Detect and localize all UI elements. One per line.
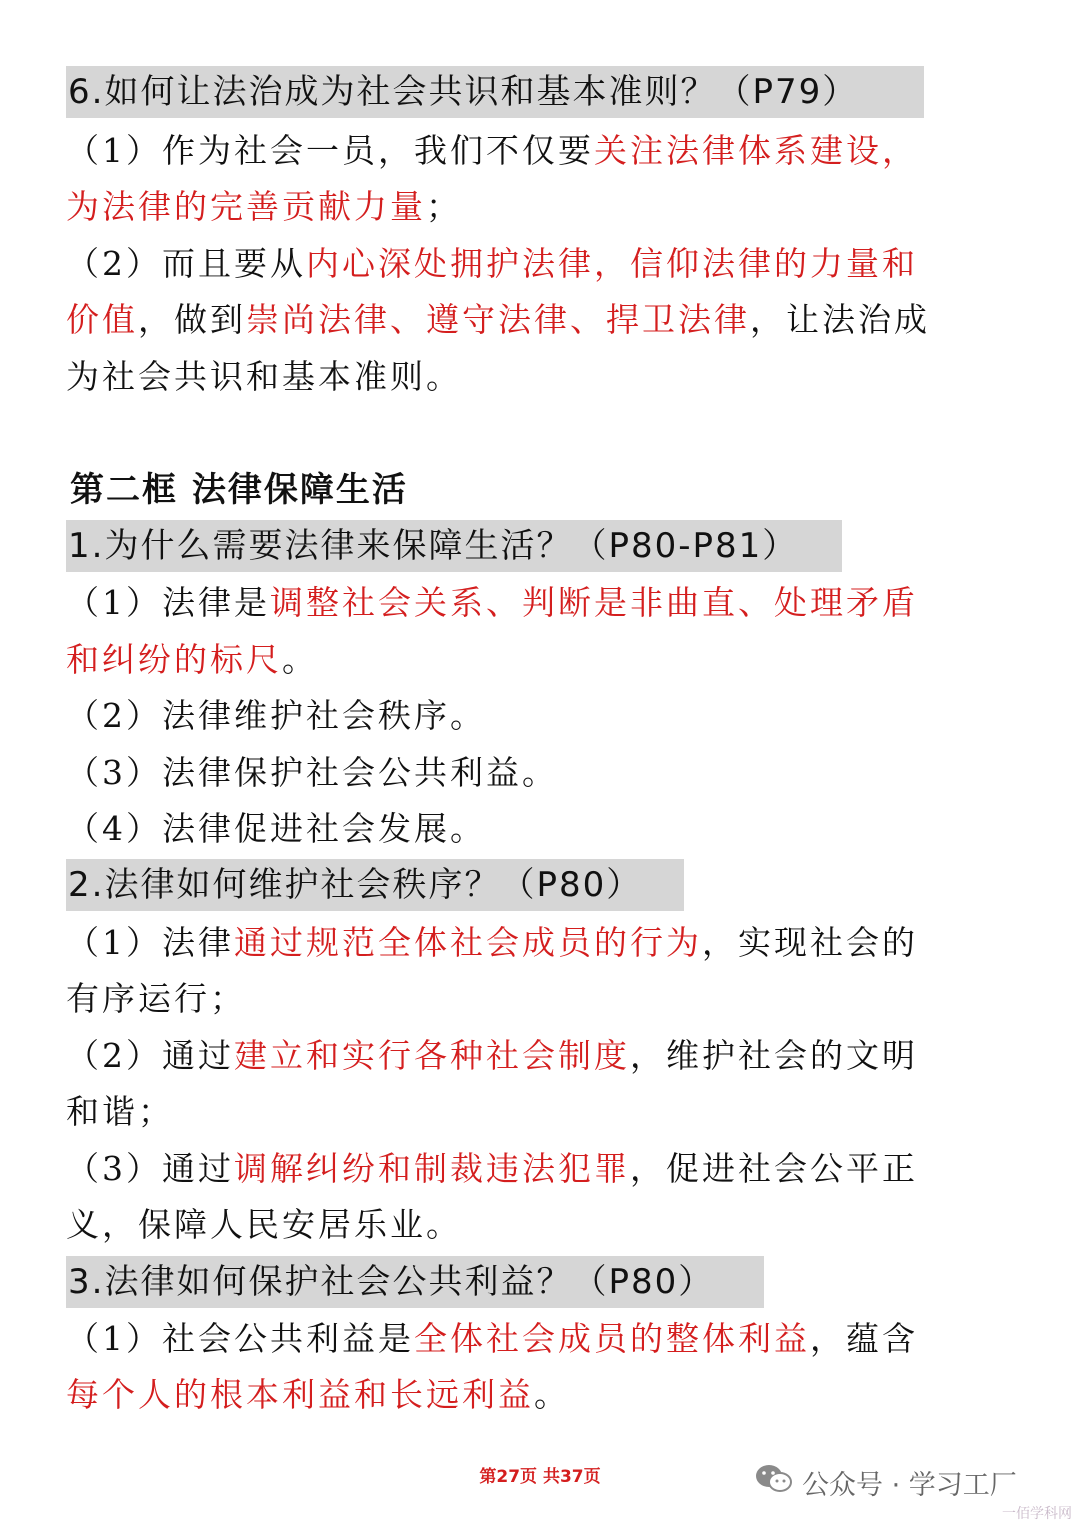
section-title: 第二框 法律保障生活 bbox=[70, 470, 408, 510]
q3-answer-1-line-1: （1）社会公共利益是全体社会成员的整体利益，蕴含 bbox=[66, 1319, 918, 1358]
q2-answer-2-line-1: （2）通过建立和实行各种社会制度，维护社会的文明 bbox=[66, 1036, 918, 1075]
site-watermark: 一佰学科网 bbox=[1002, 1506, 1072, 1522]
q1-answer-1-line-1: （1）法律是调整社会关系、判断是非曲直、处理矛盾 bbox=[66, 583, 918, 622]
q6-answer-2-line-1: （2）而且要从内心深处拥护法律，信仰法律的力量和 bbox=[66, 244, 918, 283]
q2-answer-3-line-1: （3）通过调解纠纷和制裁违法犯罪，促进社会公平正 bbox=[66, 1149, 918, 1188]
q1-answer-4: （4）法律促进社会发展。 bbox=[66, 809, 486, 848]
wechat-icon bbox=[754, 1463, 802, 1502]
q3-answer-1-line-2: 每个人的根本利益和长远利益。 bbox=[66, 1375, 570, 1414]
q6-answer-1-line-1: （1）作为社会一员，我们不仅要关注法律体系建设， bbox=[66, 131, 918, 170]
watermark bbox=[754, 1462, 1017, 1502]
q1-answer-1-line-2: 和纠纷的标尺。 bbox=[66, 640, 318, 679]
q2-answer-3-line-2: 义，保障人民安居乐业。 bbox=[66, 1205, 462, 1244]
question-1-heading: 1.为什么需要法律来保障生活？（P80-P81） bbox=[66, 520, 842, 572]
q1-answer-3: （3）法律保护社会公共利益。 bbox=[66, 753, 558, 792]
watermark-text: 公众号 · 学习工厂 bbox=[802, 1469, 1017, 1501]
q6-answer-2-line-3: 为社会共识和基本准则。 bbox=[66, 357, 462, 396]
q6-answer-2-line-2: 价值，做到崇尚法律、遵守法律、捍卫法律，让法治成 bbox=[66, 300, 930, 339]
q6-answer-1-line-2: 为法律的完善贡献力量； bbox=[66, 187, 462, 226]
q2-answer-2-line-2: 和谐； bbox=[66, 1092, 174, 1131]
q2-answer-1-line-1: （1）法律通过规范全体社会成员的行为，实现社会的 bbox=[66, 923, 918, 962]
q1-answer-2: （2）法律维护社会秩序。 bbox=[66, 696, 486, 735]
q2-answer-1-line-2: 有序运行； bbox=[66, 979, 246, 1018]
question-3-heading: 3.法律如何保护社会公共利益？（P80） bbox=[66, 1256, 764, 1308]
question-6-heading: 6.如何让法治成为社会共识和基本准则？（P79） bbox=[66, 66, 924, 118]
page-number: 第27页 共37页 bbox=[479, 1467, 601, 1487]
question-2-heading: 2.法律如何维护社会秩序？（P80） bbox=[66, 859, 684, 911]
